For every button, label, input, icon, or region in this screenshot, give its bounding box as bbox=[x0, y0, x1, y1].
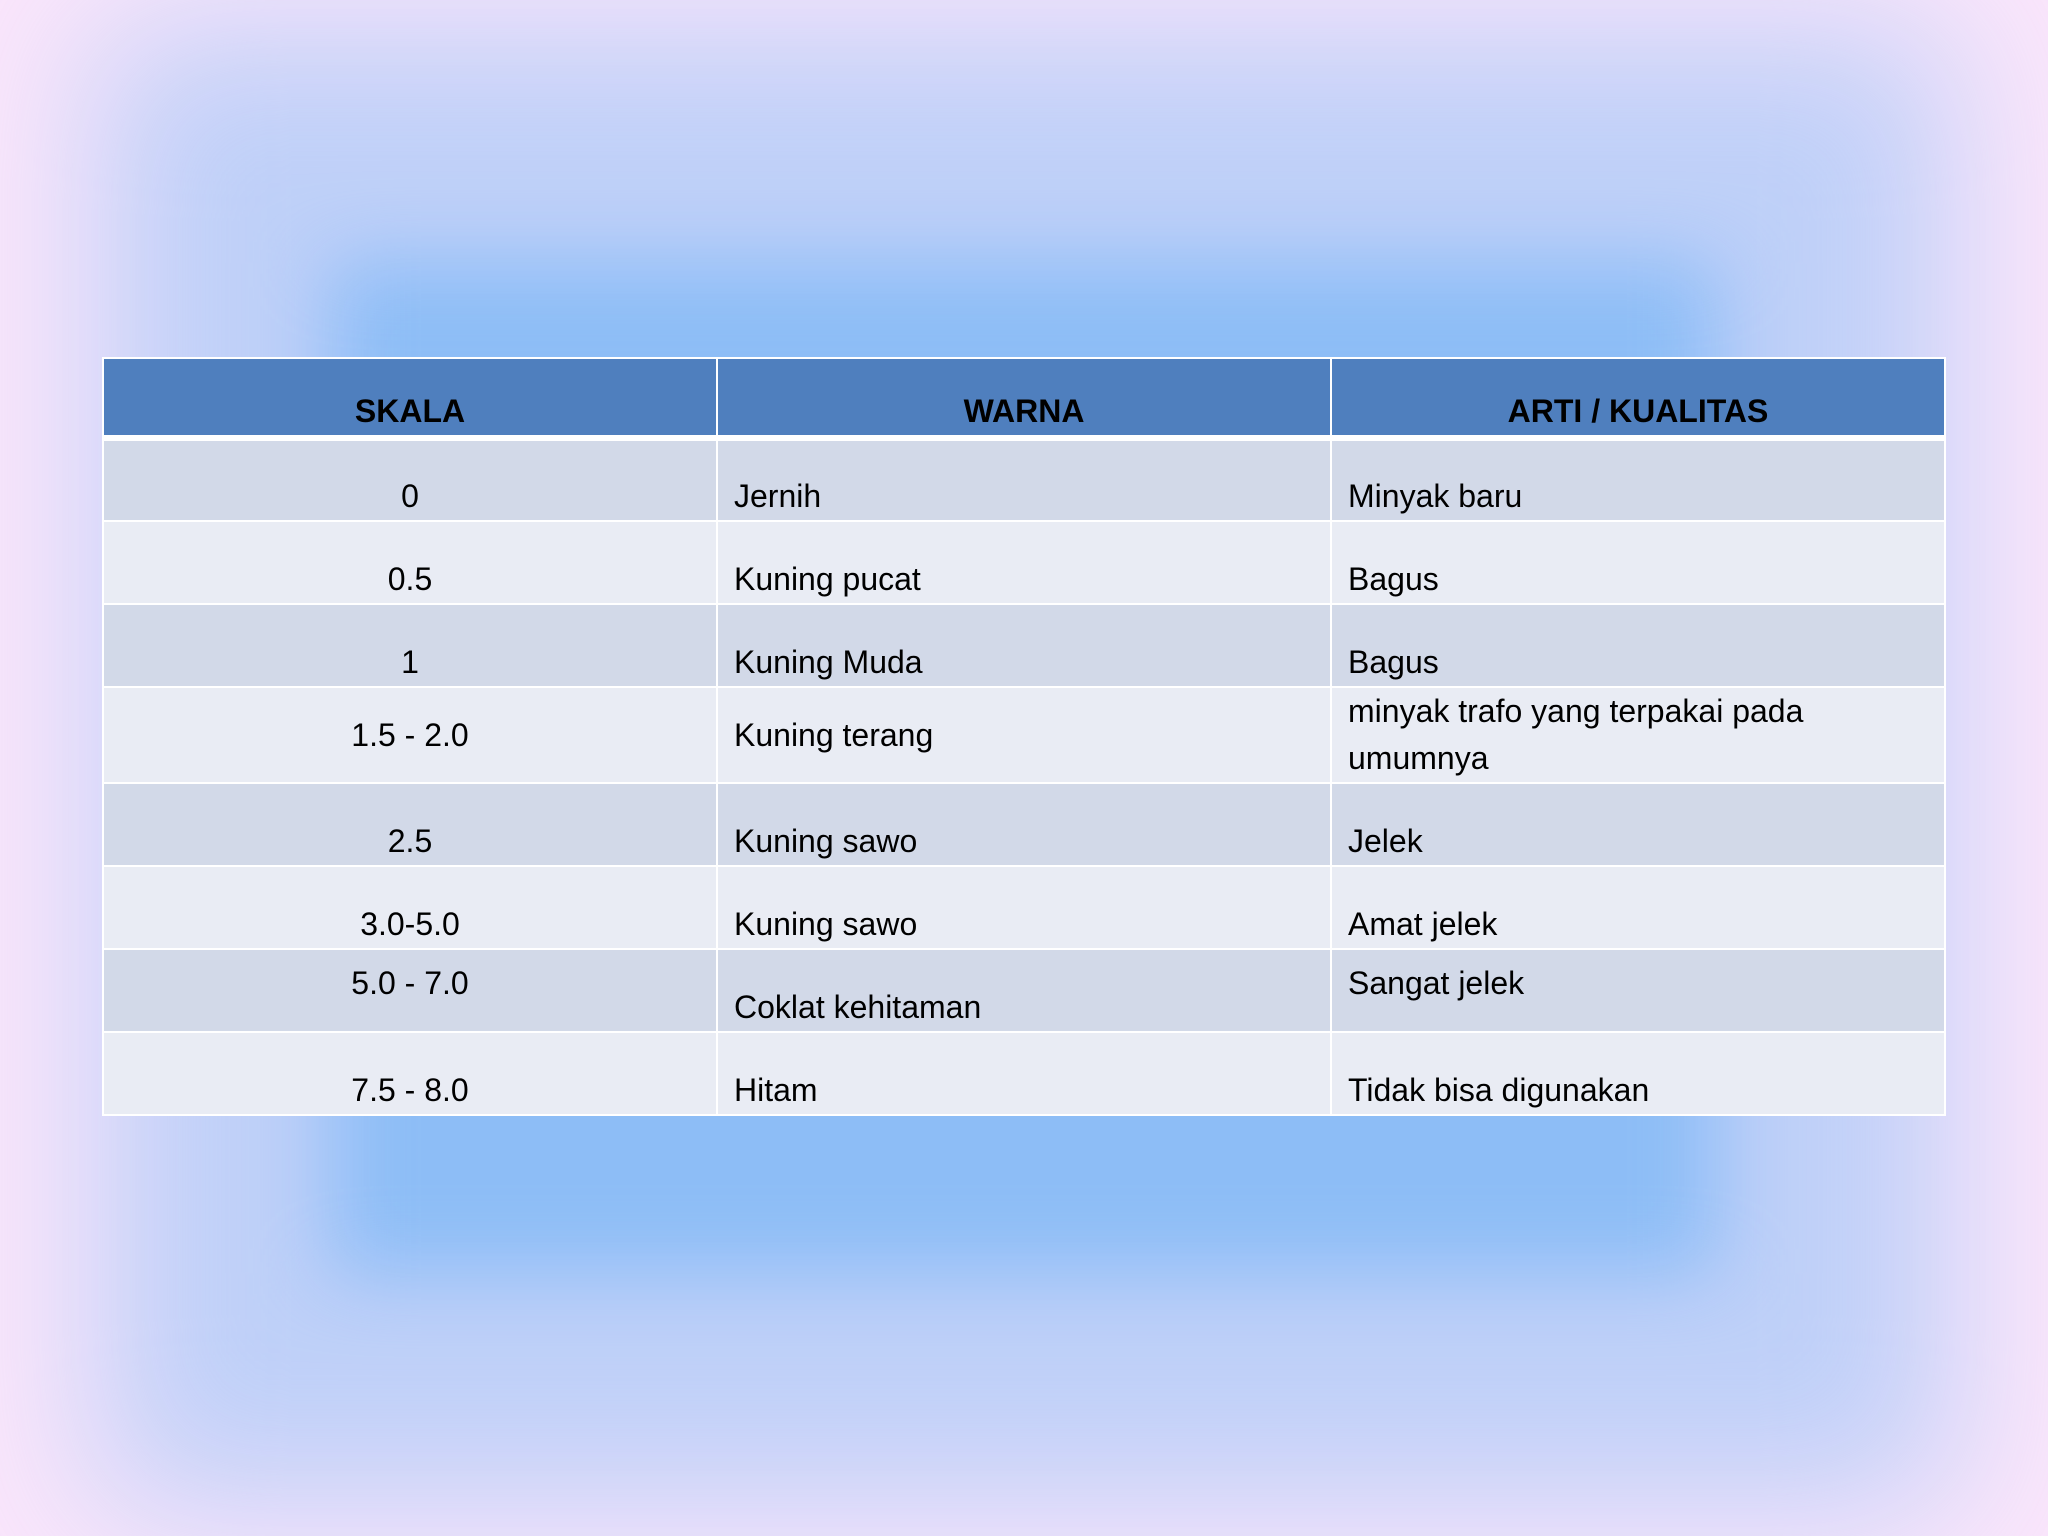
cell-arti: Minyak baru bbox=[1331, 438, 1945, 521]
cell-warna: Hitam bbox=[717, 1032, 1331, 1115]
table-body bbox=[103, 438, 1945, 1115]
cell-skala: 0.5 bbox=[103, 521, 717, 604]
table-row bbox=[103, 949, 1945, 1032]
cell-arti: Amat jelek bbox=[1331, 866, 1945, 949]
cell-skala: 5.0 - 7.0 bbox=[103, 949, 717, 1032]
cell-skala: 1 bbox=[103, 604, 717, 687]
cell-arti: Sangat jelek bbox=[1331, 949, 1945, 1032]
cell-warna: Kuning sawo bbox=[717, 866, 1331, 949]
cell-skala: 0 bbox=[103, 438, 717, 521]
cell-arti: Bagus bbox=[1331, 604, 1945, 687]
table-header bbox=[103, 358, 1945, 438]
table-row bbox=[103, 438, 1945, 521]
header-skala: SKALA bbox=[103, 358, 717, 438]
cell-warna: Kuning terang bbox=[717, 687, 1331, 783]
cell-arti: minyak trafo yang terpakai pada umumnya bbox=[1331, 687, 1945, 783]
cell-skala: 7.5 - 8.0 bbox=[103, 1032, 717, 1115]
cell-warna: Kuning pucat bbox=[717, 521, 1331, 604]
table-row bbox=[103, 1032, 1945, 1115]
header-arti: ARTI / KUALITAS bbox=[1331, 358, 1945, 438]
table-row bbox=[103, 687, 1945, 783]
table-container bbox=[102, 357, 1946, 1116]
table-row bbox=[103, 604, 1945, 687]
table-row bbox=[103, 783, 1945, 866]
cell-warna: Kuning Muda bbox=[717, 604, 1331, 687]
cell-warna: Jernih bbox=[717, 438, 1331, 521]
oil-color-scale-table bbox=[102, 357, 1946, 1116]
table-row bbox=[103, 866, 1945, 949]
cell-skala: 1.5 - 2.0 bbox=[103, 687, 717, 783]
cell-warna: Coklat kehitaman bbox=[717, 949, 1331, 1032]
cell-skala: 3.0-5.0 bbox=[103, 866, 717, 949]
table-row bbox=[103, 521, 1945, 604]
cell-skala: 2.5 bbox=[103, 783, 717, 866]
header-warna: WARNA bbox=[717, 358, 1331, 438]
cell-warna: Kuning sawo bbox=[717, 783, 1331, 866]
cell-arti: Jelek bbox=[1331, 783, 1945, 866]
cell-arti: Bagus bbox=[1331, 521, 1945, 604]
header-row bbox=[103, 358, 1945, 438]
cell-arti: Tidak bisa digunakan bbox=[1331, 1032, 1945, 1115]
